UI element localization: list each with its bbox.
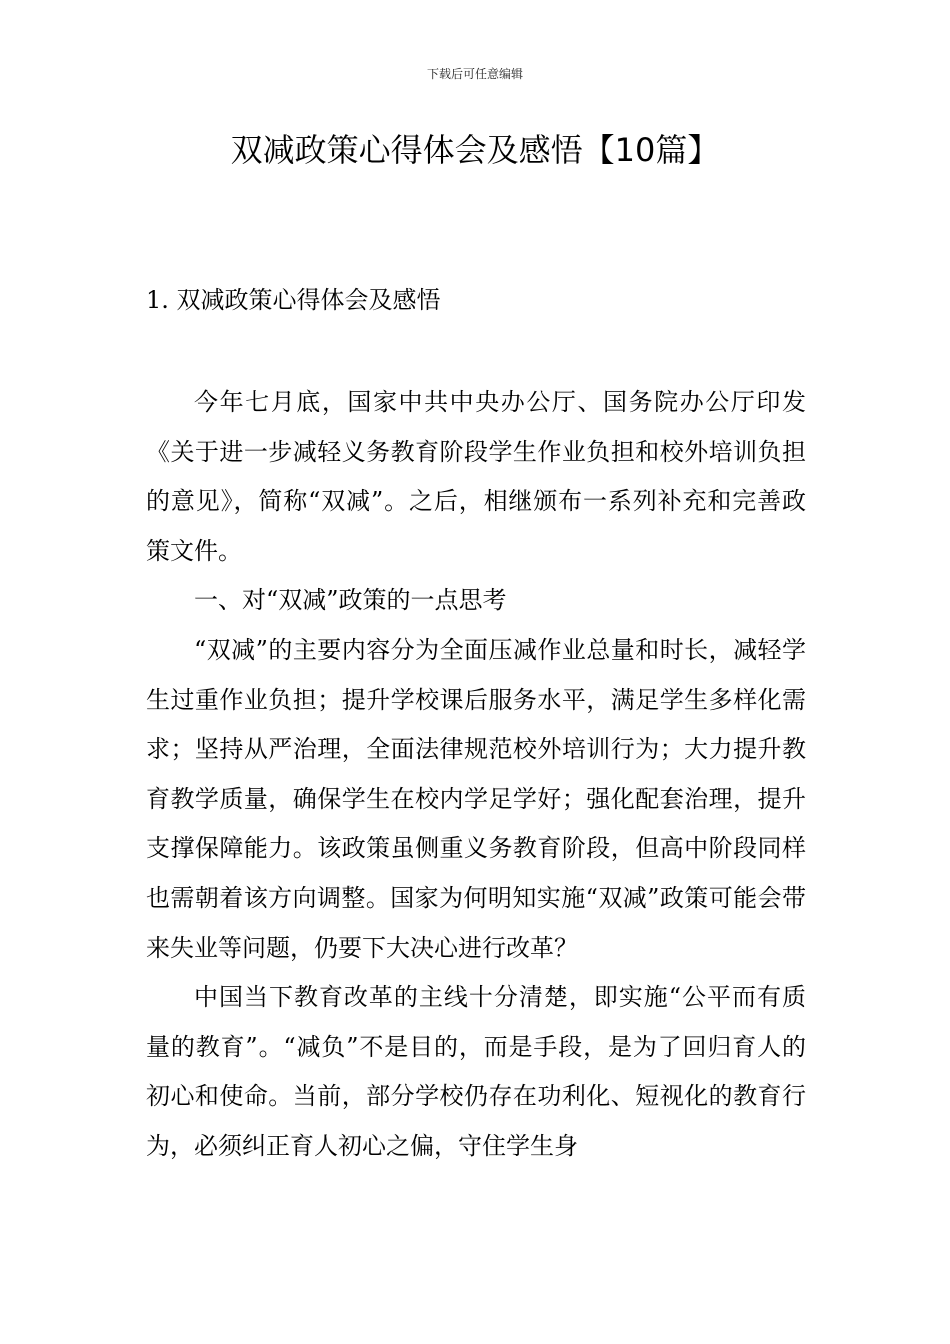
paragraph: 中国当下教育改革的主线十分清楚，即实施“公平而有质量的教育”。“减负”不是目的，而是手段，是为了回归育人的初心和使命。当前，部分学校仍存在功利化、短视化的教育行为，必须纠正育人初心之偏，守住学生身	[146, 983, 806, 1160]
document-body	[146, 378, 806, 1172]
section-heading: 1. 双减政策心得体会及感悟	[146, 286, 441, 314]
paragraph: 今年七月底，国家中共中央办公厅、国务院办公厅印发《关于进一步减轻义务教育阶段学生作业负担和校外培训负担的意见》，简称“双减”。之后，相继颁布一系列补充和完善政策文件。	[146, 388, 806, 565]
document-title: 双减政策心得体会及感悟【10篇】	[230, 131, 720, 169]
paragraph: “双减”的主要内容分为全面压减作业总量和时长，减轻学生过重作业负担；提升学校课后服务水平，满足学生多样化需求；坚持从严治理，全面法律规范校外培训行为；大力提升教育教学质量，确保学生在校内学足学好；强化配套治理，提升支撑保障能力。该政策虽侧重义务教育阶段，但高中阶段同样也需朝着该方向调整。国家为何明知实施“双减”政策可能会带来失业等问题，仍要下大决心进行改革？	[146, 635, 806, 962]
header-note: 下载后可任意编辑	[426, 67, 523, 81]
paragraph: 一、对“双减”政策的一点思考	[194, 586, 507, 615]
